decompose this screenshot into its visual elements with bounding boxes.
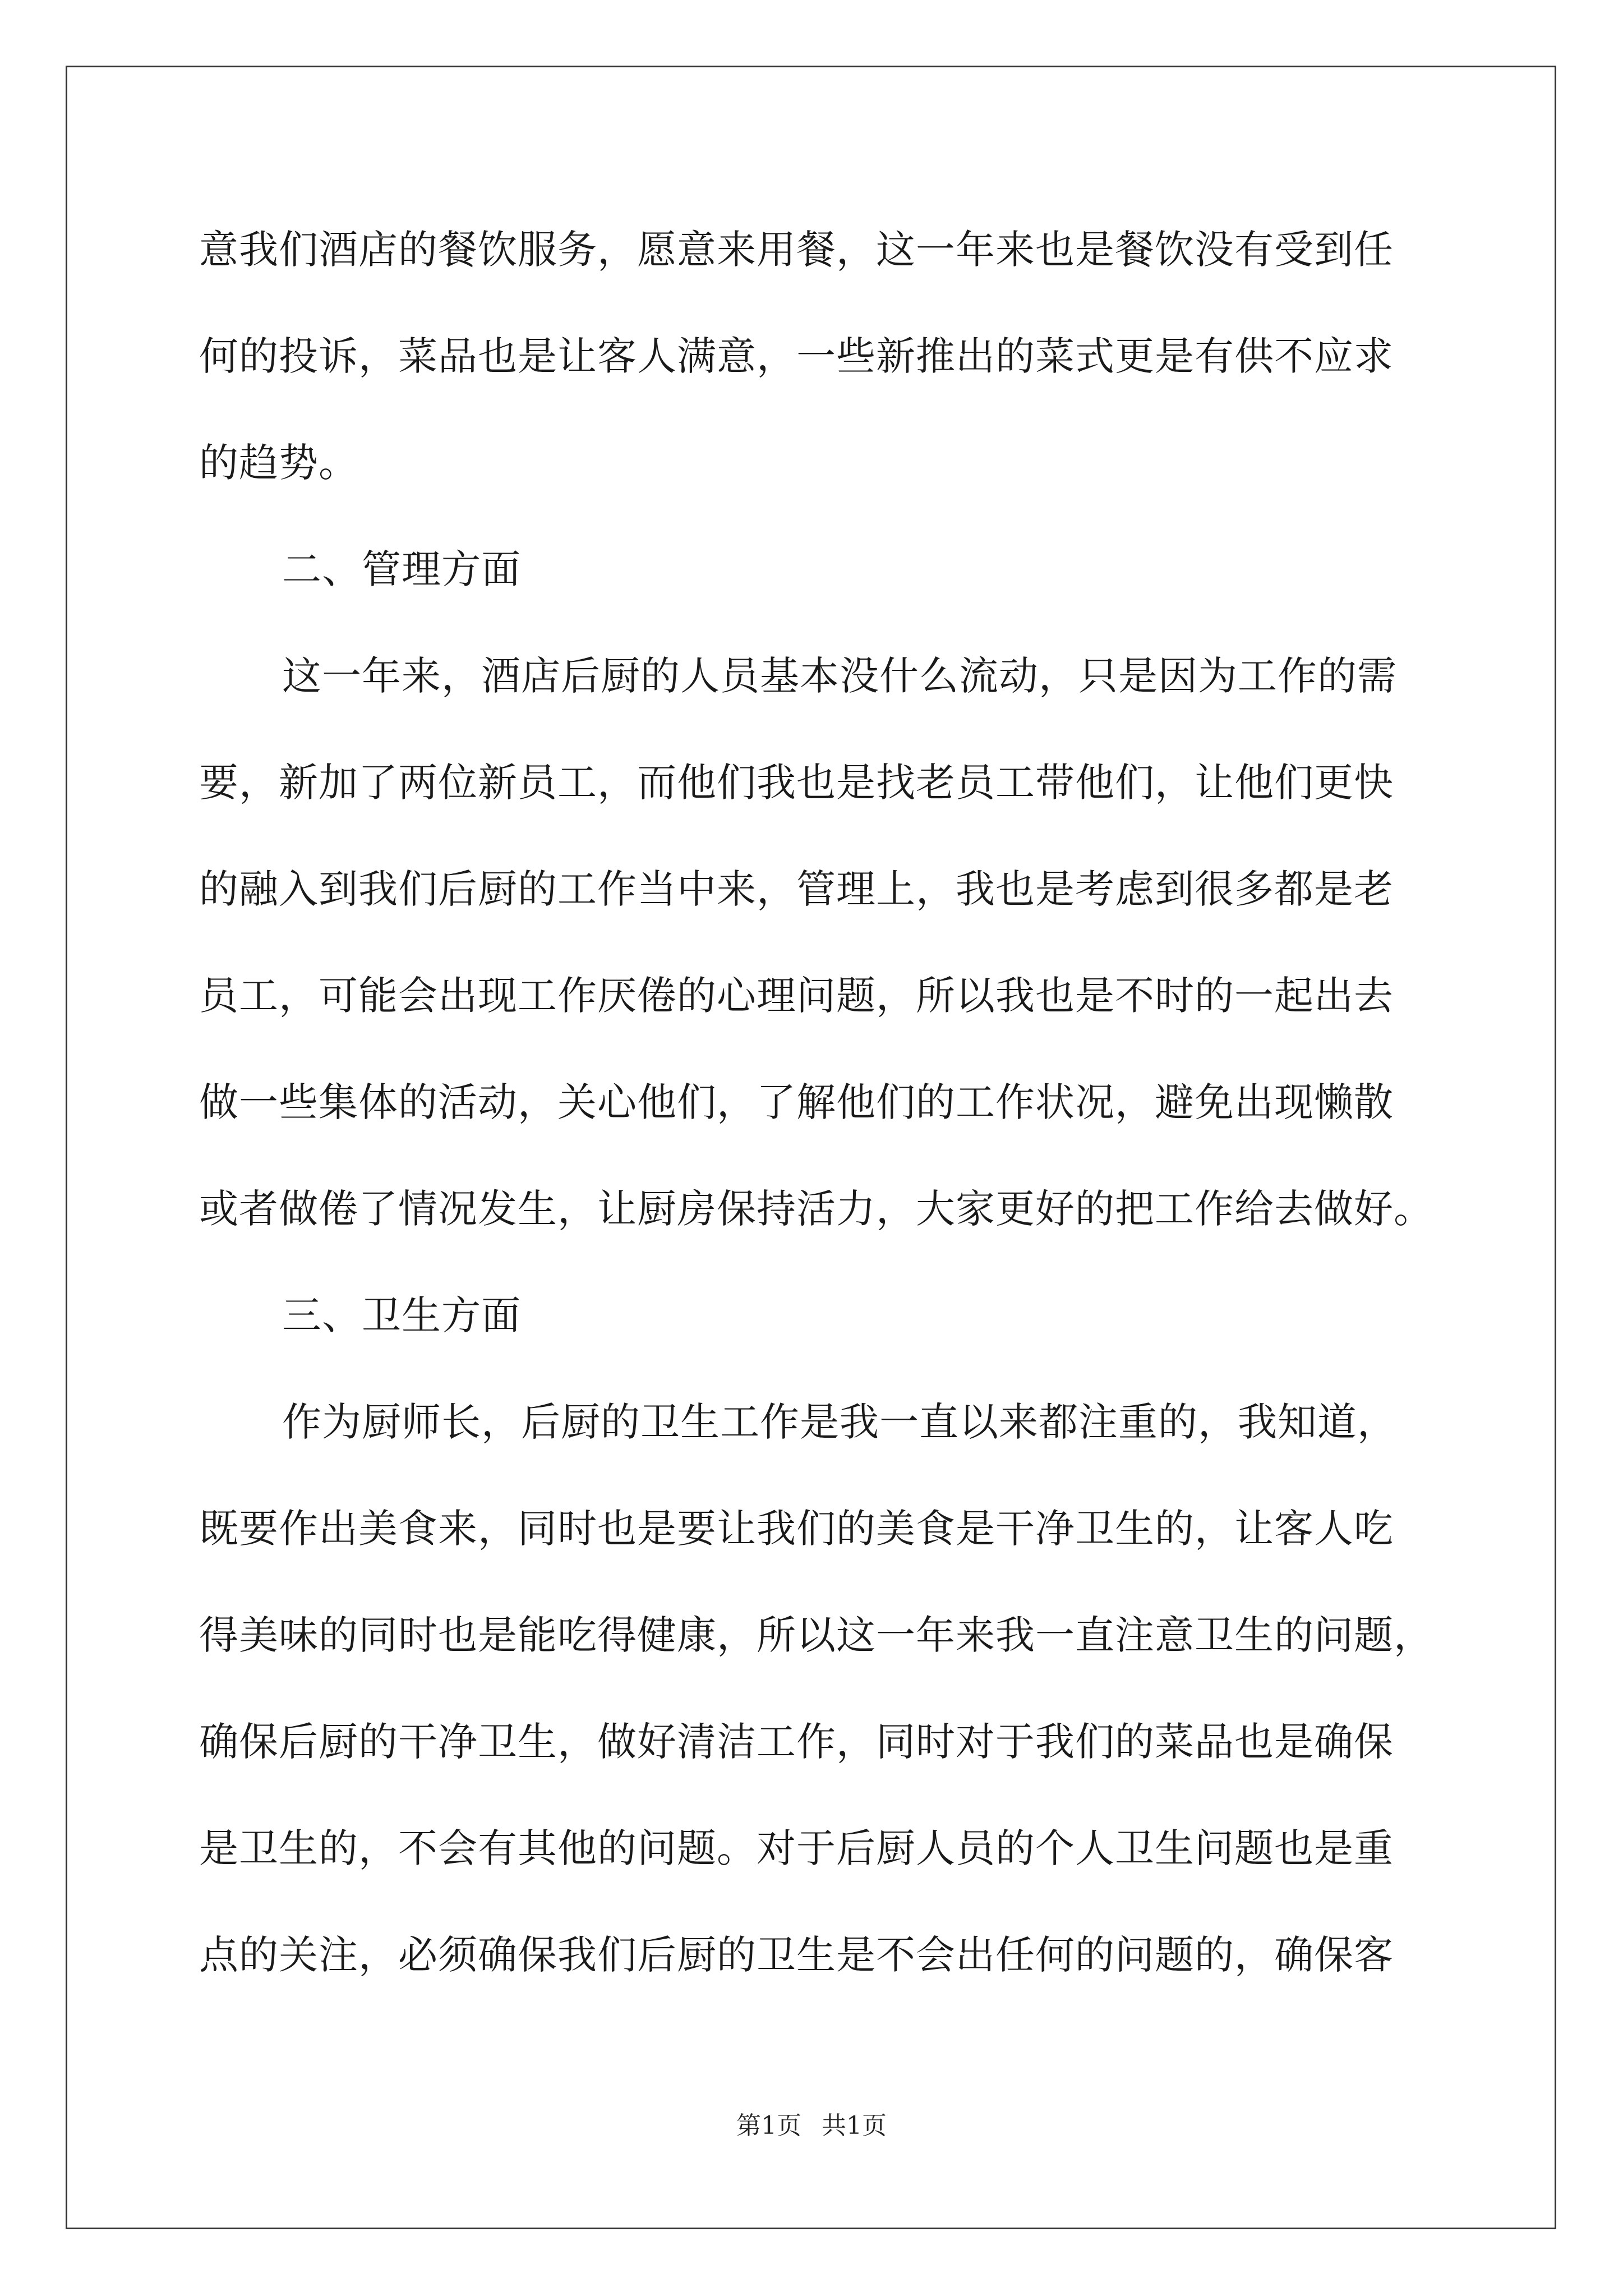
text-line: 意我们酒店的餐饮服务，愿意来用餐，这一年来也是餐饮没有受到任 [199, 227, 1394, 273]
text-line: 的融入到我们后厨的工作当中来，管理上，我也是考虑到很多都是老 [199, 866, 1394, 912]
page-total: 共1页 [822, 2111, 887, 2140]
text-line: 要，新加了两位新员工，而他们我也是找老员工带他们，让他们更快 [199, 760, 1394, 806]
text-line: 点的关注，必须确保我们后厨的卫生是不会出任何的问题的，确保客 [199, 1932, 1394, 1978]
page-border [66, 66, 1556, 2229]
section-heading: 二、管理方面 [282, 546, 521, 592]
text-line: 确保后厨的干净卫生，做好清洁工作，同时对于我们的菜品也是确保 [199, 1719, 1394, 1765]
text-line: 得美味的同时也是能吃得健康，所以这一年来我一直注意卫生的问题， [199, 1612, 1433, 1658]
text-line: 员工，可能会出现工作厌倦的心理问题，所以我也是不时的一起出去 [199, 973, 1394, 1019]
section-heading: 三、卫生方面 [282, 1292, 521, 1338]
page-number: 第1页 [736, 2111, 801, 2140]
text-line: 作为厨师长，后厨的卫生工作是我一直以来都注重的，我知道， [282, 1399, 1397, 1445]
text-line: 或者做倦了情况发生，让厨房保持活力，大家更好的把工作给去做好。 [199, 1186, 1433, 1232]
page-footer [0, 2109, 1623, 2143]
text-line: 这一年来，酒店后厨的人员基本没什么流动，只是因为工作的需 [282, 653, 1397, 699]
text-line: 的趋势。 [199, 440, 358, 486]
text-line: 何的投诉，菜品也是让客人满意，一些新推出的菜式更是有供不应求 [199, 333, 1394, 379]
text-line: 是卫生的，不会有其他的问题。对于后厨人员的个人卫生问题也是重 [199, 1825, 1394, 1871]
text-line: 做一些集体的活动，关心他们，了解他们的工作状况，避免出现懒散 [199, 1079, 1394, 1125]
text-line: 既要作出美食来，同时也是要让我们的美食是干净卫生的，让客人吃 [199, 1506, 1394, 1552]
